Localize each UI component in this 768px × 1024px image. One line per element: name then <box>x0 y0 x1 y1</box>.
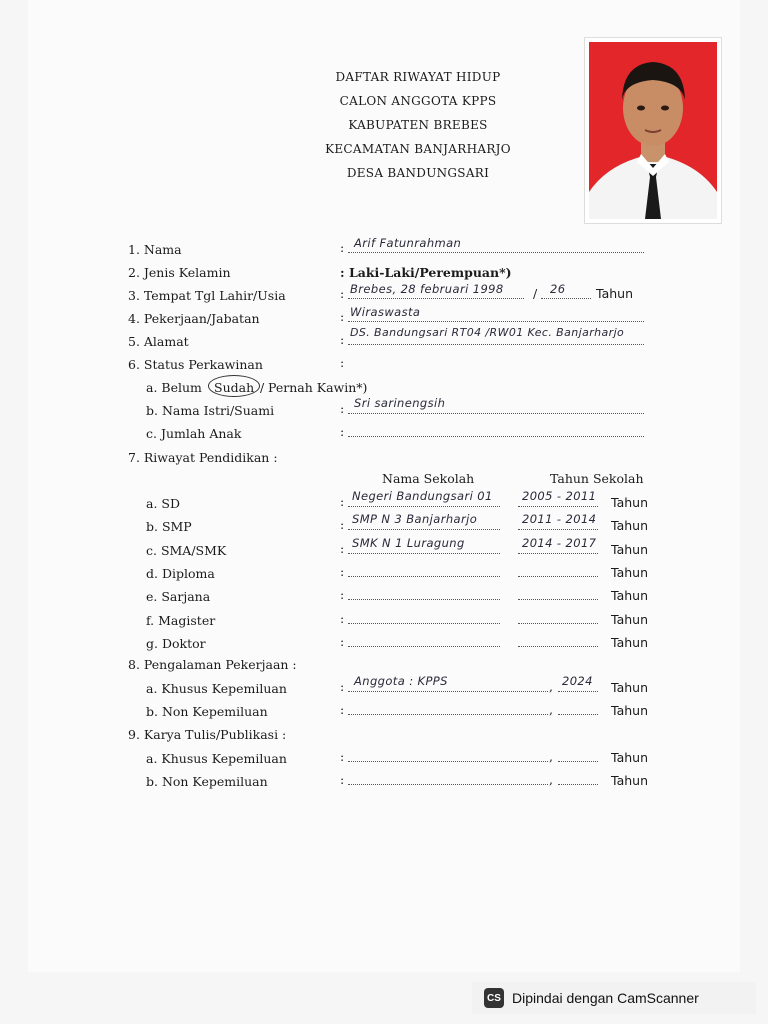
comma: , <box>549 679 553 694</box>
label-status-a: a. Belum <box>146 380 202 395</box>
field-jenis-kelamin-value: : Laki-Laki/Perempuan*) <box>340 265 512 280</box>
header-subtitle: CALON ANGGOTA KPPS <box>339 94 497 108</box>
colon: : <box>340 679 345 694</box>
edu-row-label: b. SMP <box>146 519 192 535</box>
camscanner-watermark <box>472 982 756 1014</box>
status-rest: Pernah Kawin*) <box>268 380 368 395</box>
colon: : <box>340 517 345 533</box>
label-jenis-kelamin: 2. Jenis Kelamin <box>128 265 231 280</box>
colon: : <box>340 610 345 626</box>
camscanner-text: Dipindai dengan CamScanner <box>512 990 699 1006</box>
edu-row-unit: Tahun <box>611 541 648 557</box>
header-kabupaten: KABUPATEN BREBES <box>348 118 488 132</box>
label-status: 6. Status Perkawinan <box>128 357 263 372</box>
field-pekerjaan-value: Wiraswasta <box>350 305 421 319</box>
edu-row-label: d. Diploma <box>146 565 215 581</box>
edu-row-unit: Tahun <box>611 518 648 534</box>
colon: : <box>340 587 345 603</box>
colon: : <box>340 633 345 649</box>
col-nama-sekolah: Nama Sekolah <box>382 471 475 486</box>
edu-row-year-line <box>518 613 598 624</box>
pengalaman-row-line <box>348 704 548 715</box>
header-kecamatan: KECAMATAN BANJARHARJO <box>325 142 511 156</box>
label-karya: 9. Karya Tulis/Publikasi : <box>128 727 287 742</box>
karya-row-year-line <box>558 774 598 785</box>
edu-row-label: a. SD <box>146 496 180 511</box>
colon: : <box>340 563 345 579</box>
edu-row-tahun: 2011 - 2014 <box>522 512 597 527</box>
edu-row-unit: Tahun <box>611 495 648 510</box>
edu-row-sekolah: SMP N 3 Banjarharjo <box>352 512 478 527</box>
profile-photo <box>585 38 721 223</box>
header-title: DAFTAR RIWAYAT HIDUP <box>335 70 501 84</box>
field-istri-value: Sri sarinengsih <box>354 396 446 410</box>
label-istri: b. Nama Istri/Suami <box>146 403 275 418</box>
edu-row-sekolah: SMK N 1 Luragung <box>352 535 465 550</box>
karya-row-label: b. Non Kepemiluan <box>146 774 268 789</box>
karya-row-line <box>348 774 548 785</box>
edu-row-year-line <box>518 566 598 577</box>
label-pekerjaan: 4. Pekerjaan/Jabatan <box>128 311 260 326</box>
camscanner-logo: CS <box>484 988 504 1008</box>
edu-row-unit: Tahun <box>611 564 648 580</box>
edu-row-label: f. Magister <box>146 612 216 628</box>
karya-row-year-line <box>558 751 598 762</box>
comma: , <box>549 749 553 764</box>
edu-row-tahun: 2014 - 2017 <box>522 535 597 550</box>
label-pendidikan: 7. Riwayat Pendidikan : <box>128 450 278 465</box>
document-header <box>308 70 528 190</box>
edu-row-line <box>348 566 500 577</box>
comma: , <box>549 772 553 787</box>
edu-row-label: c. SMA/SMK <box>146 542 227 558</box>
edu-row-sekolah: Negeri Bandungsari 01 <box>352 489 493 503</box>
karya-row-unit: Tahun <box>611 750 648 765</box>
pengalaman-row-unit: Tahun <box>611 703 648 718</box>
pengalaman-row-value: Anggota : KPPS <box>354 674 448 688</box>
col-tahun-sekolah: Tahun Sekolah <box>550 471 644 486</box>
field-usia-value: 26 <box>550 282 566 296</box>
colon: : <box>340 540 345 556</box>
label-anak: c. Jumlah Anak <box>146 426 242 441</box>
edu-row-tahun: 2005 - 2011 <box>522 489 597 503</box>
label-ttl: 3. Tempat Tgl Lahir/Usia <box>128 288 286 303</box>
document-page: DAFTAR RIWAYAT HIDUP CALON ANGGOTA KPPS KABUPATEN BREBES KECAMATAN BANJARHARJO DESA BANDUNGSARI 1. Nama : Arif Fatunrahman 2. Jenis Kelamin : Laki-Laki/Perempuan*) 3. Tempat Tgl Lahir/Usia : Brebes, 28 februari 1998 / 26 Tahun 4. Pekerjaan/Jabatan : Wiraswasta 5. Alamat : DS. Bandungsari RT04 /RW01 Kec. Banjarharjo 6. Status Perkawinan : a. Belum Sudah / Pernah Kawin*) b. Nama Istri/Suami : Sri sarinengsih c. Jumlah Anak : 7. Riwayat Pendidikan : Nama Sekolah Tahun Sekolah a. SD : Negeri Bandungsari 01 2005 - 2011 Tahun b. SMP : SMP N 3 Banjarharjo 2011 - 2014 Tahun c. SMA/SMK : SMK N 1 Luragung 2014 - 2017 Tahun d. Diploma : Tahun e. Sarjana : Tahun f. Magister : Tahun g. Doktor : Tahun 8. Pengalaman Pekerjaan : a. Khusus Kepemiluan : Anggota : KPPS , 2024 Tahun b. Non Kepemiluan : , Tahun 9. Karya Tulis/Publikasi : a. Khusus Kepemiluan : , Tahun b. Non Kepemiluan : , Tahun <box>28 0 740 972</box>
colon: : <box>340 749 345 764</box>
edu-row-line <box>348 589 500 600</box>
karya-row-label: a. Khusus Kepemiluan <box>146 751 287 766</box>
edu-row-unit: Tahun <box>611 611 648 627</box>
header-desa: DESA BANDUNGSARI <box>346 166 490 180</box>
pengalaman-row-label: b. Non Kepemiluan <box>146 704 268 719</box>
edu-row-unit: Tahun <box>611 634 648 650</box>
edu-row-line <box>348 613 500 624</box>
edu-row-unit: Tahun <box>611 588 648 604</box>
pengalaman-row-label: a. Khusus Kepemiluan <box>146 681 287 696</box>
pengalaman-row-unit: Tahun <box>611 680 648 695</box>
edu-row-year-line <box>518 589 598 600</box>
colon: : <box>340 702 345 717</box>
label-pengalaman: 8. Pengalaman Pekerjaan : <box>128 657 297 672</box>
pengalaman-row-tahun: 2024 <box>562 674 593 688</box>
comma: , <box>549 702 553 717</box>
tahun-label: Tahun <box>596 286 633 301</box>
colon: : <box>340 240 345 255</box>
karya-row-line <box>348 751 548 762</box>
karya-row-unit: Tahun <box>611 773 648 788</box>
pengalaman-row-year-line <box>558 704 598 715</box>
edu-row-line <box>348 636 500 647</box>
colon: : <box>340 772 345 787</box>
label-nama: 1. Nama <box>128 242 182 257</box>
field-nama-value: Arif Fatunrahman <box>354 236 462 250</box>
edu-row-label: g. Doktor <box>146 635 206 651</box>
label-alamat: 5. Alamat <box>128 334 189 349</box>
edu-row-year-line <box>518 636 598 647</box>
status-circled: Sudah <box>214 380 255 395</box>
field-alamat-value: DS. Bandungsari RT04 /RW01 Kec. Banjarharjo <box>350 326 625 339</box>
field-ttl-value: Brebes, 28 februari 1998 <box>350 282 504 296</box>
colon: : <box>340 494 345 509</box>
edu-row-label: e. Sarjana <box>146 589 211 605</box>
